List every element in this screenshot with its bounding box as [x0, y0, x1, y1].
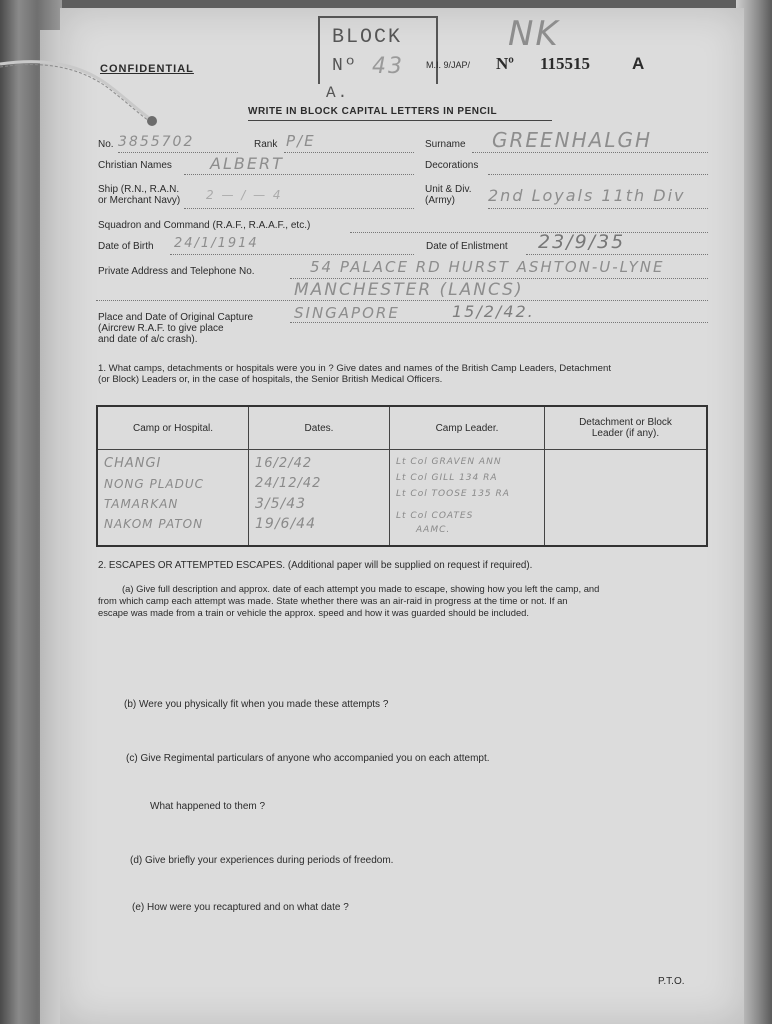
header-dates: Dates.: [249, 406, 390, 450]
address-label: Private Address and Telephone No.: [98, 266, 255, 277]
camps-table: [96, 405, 708, 547]
serial-no-label: Nº: [496, 54, 514, 73]
block-stamp: [318, 16, 438, 84]
initials: NK: [508, 14, 560, 54]
surname-line: [472, 152, 708, 153]
enlistment-value: 23/9/35: [538, 231, 626, 253]
stamp-block-text: BLOCK: [332, 26, 403, 49]
leader-entry: AAMC.: [416, 525, 451, 535]
ship-label-1: Ship (R.N., R.A.N.: [98, 184, 180, 195]
camps-column: [97, 450, 249, 547]
capture-date: 15/2/42.: [452, 302, 535, 321]
q2c-followup: What happened to them ?: [150, 801, 266, 812]
q2b-text: (b) Were you physically fit when you made these attempts ?: [124, 699, 389, 710]
confidential-label: CONFIDENTIAL: [100, 63, 194, 75]
mi-reference: M.I. 9/JAP/: [426, 60, 471, 70]
christian-names-line: [184, 174, 414, 175]
squadron-line: [350, 232, 708, 233]
date-entry: 16/2/42: [255, 456, 313, 471]
service-no-line: [118, 152, 238, 153]
detachment-column: [545, 450, 708, 547]
capture-label-2: (Aircrew R.A.F. to give place: [98, 323, 224, 334]
ship-line: [184, 208, 414, 209]
stamp-no-text: Nº: [332, 56, 358, 76]
unit-label-2: (Army): [425, 195, 455, 206]
dob-value: 24/1/1914: [174, 236, 259, 251]
unit-line: [488, 208, 708, 209]
enlistment-label: Date of Enlistment: [426, 241, 508, 252]
stamp-letter: A.: [326, 84, 350, 102]
q2e-text: (e) How were you recaptured and on what date ?: [132, 902, 349, 913]
address-value-line1: 54 PALACE RD HURST ASHTON-U-LYNE: [310, 258, 665, 276]
instruction-underline: [248, 120, 552, 121]
unit-label-1: Unit & Div.: [425, 184, 472, 195]
ship-label-2: or Merchant Navy): [98, 195, 181, 206]
q1-text-line1: 1. What camps, detachments or hospitals were you in ? Give dates and names of the British Camp Leaders, Detachment: [98, 363, 611, 374]
q1-text-line2: (or Block) Leaders or, in the case of hospitals, the Senior British Medical Officers.: [98, 374, 443, 385]
camp-entry: NAKOM PATON: [104, 517, 204, 531]
header-camp-leader: Camp Leader.: [390, 406, 545, 450]
squadron-label: Squadron and Command (R.A.F., R.A.A.F., etc.): [98, 220, 311, 231]
leader-entry: Lt Col TOOSE 135 RA: [396, 489, 510, 499]
date-entry: 3/5/43: [255, 496, 307, 512]
date-entry: 19/6/44: [255, 516, 316, 532]
dates-column: [249, 450, 390, 547]
christian-names-value: ALBERT: [210, 154, 284, 173]
camp-entry: NONG PLADUC: [104, 477, 205, 491]
decorations-line: [488, 174, 708, 175]
q2a-line1: (a) Give full description and approx. date of each attempt you made to escape, showing how you left the camp, and: [122, 583, 600, 594]
leader-entry: Lt Col COATES: [396, 511, 474, 521]
rank-line: [284, 152, 414, 153]
address-line-1: [290, 278, 708, 279]
q2c-text: (c) Give Regimental particulars of anyone who accompanied you on each attempt.: [126, 753, 490, 764]
pto-label: P.T.O.: [658, 976, 685, 987]
q2d-text: (d) Give briefly your experiences during periods of freedom.: [130, 855, 394, 866]
address-value-line2: MANCHESTER (LANCS): [294, 280, 524, 300]
camp-entry: TAMARKAN: [104, 497, 179, 511]
service-no-value: 3855702: [118, 134, 195, 150]
q2a-line2: from which camp each attempt was made. State whether there was an air-raid in progress at the time or not. If an: [98, 595, 568, 606]
rank-value: P/E: [286, 132, 316, 150]
surname-label: Surname: [425, 139, 466, 150]
unit-value: 2nd Loyals 11th Div: [488, 186, 686, 205]
dob-label: Date of Birth: [98, 241, 154, 252]
enlistment-line: [526, 254, 708, 255]
camps-table-body: [97, 450, 707, 547]
camps-table-header: [97, 406, 707, 450]
q2a-line3: escape was made from a train or vehicle the approx. speed and how it was guarded should be included.: [98, 607, 529, 618]
stamp-number: 43: [372, 54, 404, 79]
pencil-instruction: WRITE IN BLOCK CAPITAL LETTERS IN PENCIL: [248, 106, 498, 117]
dob-line: [170, 254, 414, 255]
header-camp: Camp or Hospital.: [97, 406, 249, 450]
leader-entry: Lt Col GILL 134 RA: [396, 473, 498, 483]
capture-label-3: and date of a/c crash).: [98, 334, 198, 345]
treasury-tag-string: [0, 58, 160, 128]
header-detachment: Detachment or Block Leader (if any).: [545, 406, 708, 450]
serial-suffix: A: [632, 54, 645, 73]
leader-entry: Lt Col GRAVEN ANN: [396, 457, 502, 467]
camp-entry: CHANGI: [104, 456, 162, 471]
capture-place: SINGAPORE: [294, 304, 400, 322]
serial-number: 115515: [540, 54, 591, 73]
leaders-column: [390, 450, 545, 547]
christian-names-label: Christian Names: [98, 160, 172, 171]
capture-label-1: Place and Date of Original Capture: [98, 312, 254, 323]
rank-label: Rank: [254, 139, 278, 150]
document-page: [60, 8, 744, 1024]
date-entry: 24/12/42: [255, 476, 322, 491]
ship-value: 2 — / — 4: [206, 188, 283, 202]
q2-title: 2. ESCAPES OR ATTEMPTED ESCAPES. (Additional paper will be supplied on request if required).: [98, 560, 533, 571]
surname-value: GREENHALGH: [492, 128, 653, 152]
capture-line: [290, 322, 708, 323]
decorations-label: Decorations: [425, 160, 479, 171]
service-no-label: No.: [98, 139, 114, 150]
address-line-2: [96, 300, 708, 301]
